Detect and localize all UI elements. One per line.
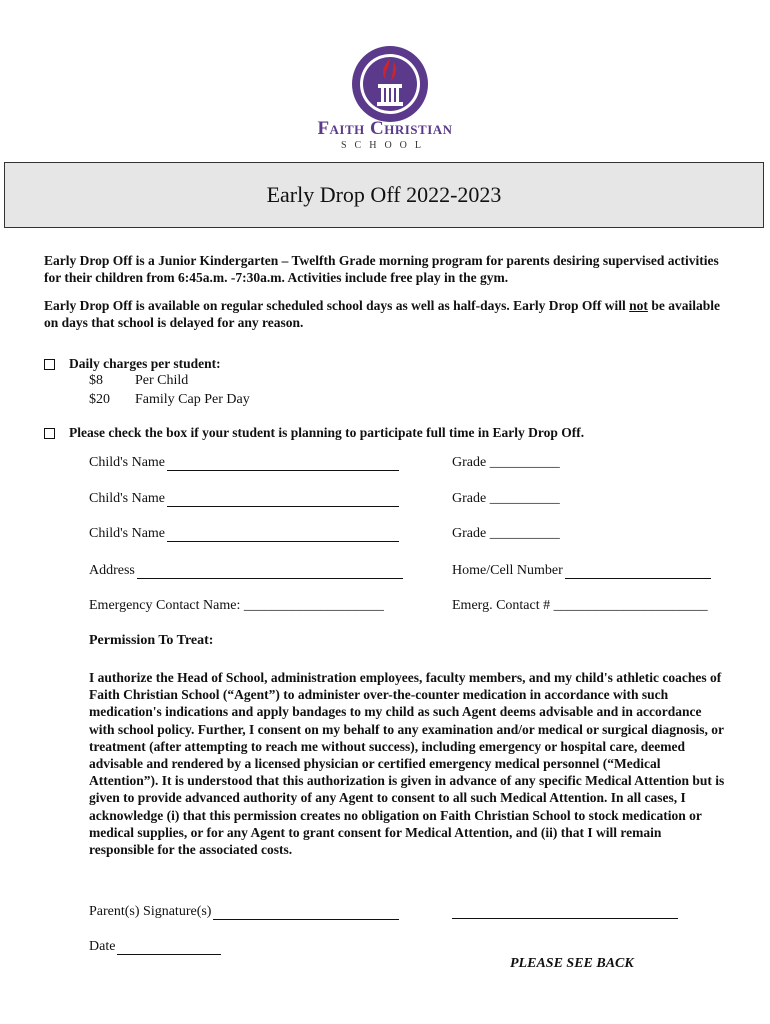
date-field[interactable]: Date <box>89 939 221 955</box>
second-signature-field[interactable] <box>452 904 678 919</box>
grade-field-2[interactable]: Grade __________ <box>452 491 560 506</box>
school-seal-logo <box>350 44 430 124</box>
emergency-contact-name-field[interactable]: Emergency Contact Name: ____________________ <box>89 598 384 613</box>
checkbox-icon[interactable] <box>44 359 55 370</box>
permission-heading: Permission To Treat: <box>89 633 214 648</box>
intro-paragraph-1: Early Drop Off is a Junior Kindergarten – Twelfth Grade morning program for parents desiring supervised activities for their children from 6:45a.m. -7:30a.m. Activities include free play in the gym. <box>44 253 719 285</box>
school-subtitle: SCHOOL <box>340 140 429 151</box>
full-time-item: Please check the box if your student is planning to participate full time in Early Drop Off. <box>44 425 584 441</box>
daily-charges-item: Daily charges per student: <box>44 356 221 372</box>
parent-signature-field[interactable]: Parent(s) Signature(s) <box>89 904 399 920</box>
intro-paragraph-2: Early Drop Off is available on regular scheduled school days as well as half-days. Early Drop Off will not be available on days that school is delayed for any reason. <box>44 298 720 330</box>
address-field[interactable]: Address <box>89 563 403 579</box>
child-name-field-3[interactable]: Child's Name <box>89 526 399 542</box>
grade-field-3[interactable]: Grade __________ <box>452 526 560 541</box>
child-name-field-2[interactable]: Child's Name <box>89 491 399 507</box>
please-see-back: PLEASE SEE BACK <box>510 956 634 971</box>
school-name: Faith Christian <box>317 118 453 139</box>
charge-row: $8 Per Child <box>89 373 189 388</box>
child-name-field-1[interactable]: Child's Name <box>89 455 399 471</box>
full-time-checkbox[interactable] <box>44 428 55 439</box>
page-title: Early Drop Off 2022-2023 <box>4 162 764 228</box>
phone-field[interactable]: Home/Cell Number <box>452 563 711 579</box>
grade-field-1[interactable]: Grade __________ <box>452 455 560 470</box>
permission-body: I authorize the Head of School, administration employees, faculty members, and my child's athletic coaches of Faith Christian School (“Agent”) to administer over-the-counter medication in accordance with such medication's indications and apply bandages to my child as such Agent deems advisable and in accordance with school policy. Further, I consent on my behalf to any examination and/or medical or surgical diagnosis, or treatment (after attempting to reach me without success), including emergency or hospital care, deemed advisable and rendered by a licensed physician or certified emergency medical personnel (“Medical Attention”). It is understood that this authorization is given in advance of any specific Medical Attention but is given to provide advanced authority of any Agent to consent to all such Medical Attention. In all cases, I acknowledge (i) that this permission creates no obligation on Faith Christian School to stock medication or medical supplies, or for any Agent to grant consent for Medical Attention, and (ii) that I will remain responsible for the associated costs. <box>89 670 725 858</box>
charge-row: $20 Family Cap Per Day <box>89 392 250 407</box>
emergency-contact-number-field[interactable]: Emerg. Contact # ______________________ <box>452 598 708 613</box>
